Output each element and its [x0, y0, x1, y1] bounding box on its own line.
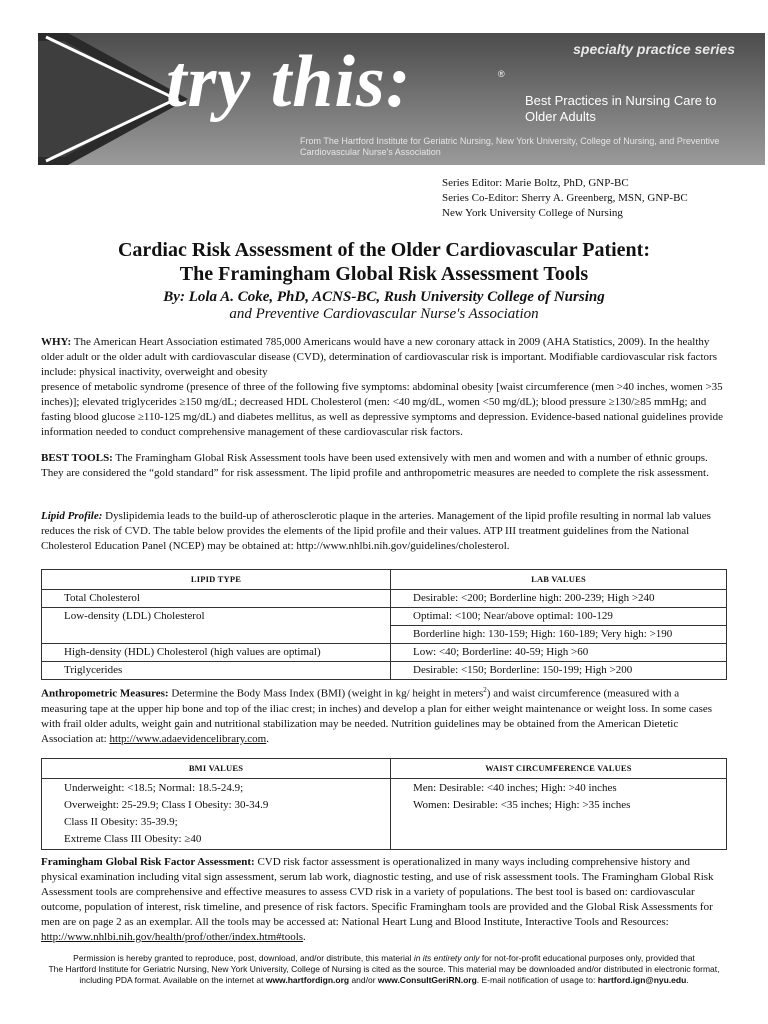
best-tools-heading: BEST TOOLS: [41, 452, 113, 464]
period: . [686, 975, 689, 985]
title-line-2: The Framingham Global Risk Assessment Tools [179, 263, 589, 285]
footer-text-b: The Hartford Institute for Geriatric Nursing, New York University, College of Nursing is cited as the source. This material may be downloaded and/or distributed in electronic format, [48, 964, 720, 974]
table-row [42, 608, 727, 644]
waist-value: Women: Desirable: <35 inches; High: >35 inches [413, 799, 631, 811]
table-row [42, 644, 727, 662]
lipid-type-cell: Low-density (LDL) Cholesterol [42, 608, 391, 644]
best-tools-text: The Framingham Global Risk Assessment tools have been used extensively with men and women and with a number of ethnic groups. They are considered the “gold standard” for risk assessment. The lipid profile and anthropometric measures are needed to complete the risk assessment. [41, 452, 709, 479]
footer-text-a: Permission is hereby granted to reproduce, post, download, and/or distribute, this material [73, 953, 414, 963]
why-text-2: presence of metabolic syndrome (presence of three of the following five symptoms: abdominal obesity [waist circumference (men >40 inches, women >35 inches)]; elevated triglycerides ≥150 mg/dL; decreased HDL Cholesterol (men: <40 mg/dL, women <50 mg/dL); blood pressure ≥130/≥85 mmHg; and fasting blood glucose ≥110-125 mg/dL) and diabetes mellitus, as well as depressive symptoms and depression. Evidence-based national guidelines provide information needed to conduct comprehensive management of these cardiovascular risk factors. [41, 381, 723, 438]
byline-author: By: Lola A. Coke, PhD, ACNS-BC, Rush University College of Nursing [163, 289, 605, 305]
byline [38, 289, 730, 323]
lab-value-cell: Low: <40; Borderline: 40-59; High >60 [391, 644, 727, 662]
series-editor: Series Editor: Marie Boltz, PhD, GNP-BC [442, 177, 629, 189]
anthropometric-text-b: ) and waist circumference (measured with a measuring tape at the upper hip bone and top of the iliac crest; in inches) and develop a plan for either weight maintenance or weight loss. In some cases with frail older adults, weight gain and nutritional stabilization may be needed. Nutrition guidelines may be obtained from the American Dietetic Association at: [41, 687, 713, 745]
lipid-profile-heading: Lipid Profile: [41, 510, 103, 522]
lab-value-cell: Desirable: <150; Borderline: 150-199; High >200 [391, 662, 727, 680]
lipid-type-cell: High-density (HDL) Cholesterol (high values are optimal) [42, 644, 391, 662]
period: . [266, 732, 269, 745]
framingham-text: CVD risk factor assessment is operationalized in many ways including comprehensive history and physical examination including vital sign assessment, serum lab work, diagnostic testing, and use of risk assessment tools. The Framingham Global Risk Assessment tools are comprehensive and effective measures to assess CVD risk in a variety of populations. The best tool is based on: cardiovascular outcome, population of interest, risk timeline, and presence of risk factors. Specific Framingham tools are provided and the Global Risk Assessments for men are on page 2 as an exemplar. All the tools may be accessed at: National Heart Lung and Blood Institute, Interactive Tools and Resources: [41, 856, 714, 928]
footer-text-a2: for not-for-profit educational purposes only, provided that [479, 953, 695, 963]
footer-italic: in its entirety only [413, 953, 480, 963]
waist-values-header: WAIST CIRCUMFERENCE VALUES [391, 759, 727, 779]
superscript: 2 [483, 686, 487, 694]
banner-tagline: Best Practices in Nursing Care to Older Adults [525, 93, 717, 124]
best-tools-section [41, 451, 727, 481]
editor-institution: New York University College of Nursing [442, 207, 623, 219]
lipid-profile-section [41, 509, 727, 554]
document-title [38, 238, 730, 286]
lab-value-cell [391, 608, 727, 644]
lab-value-line: Optimal: <100; Near/above optimal: 100-129 [413, 610, 613, 622]
bmi-value: Class II Obesity: 35-39.9; [64, 816, 178, 828]
lipid-profile-text: Dyslipidemia leads to the build-up of atherosclerotic plaque in the arteries. Management of the lipid profile resulting in normal lab values reduces the risk of CVD. The table below provides the elements of the lipid profile and their values. ATP III treatment guidelines from the National Cholesterol Education Panel (NCEP) may be obtained at: http://www.nhlbi.nih.gov/guidelines/cholesterol. [41, 510, 711, 552]
bmi-values-cell [42, 779, 391, 850]
why-heading: WHY: [41, 336, 72, 348]
lipid-type-cell: Total Cholesterol [42, 590, 391, 608]
why-text: The American Heart Association estimated 785,000 Americans would have a new coronary attack in 2009 (AHA Statistics, 2009). In the healthy older adult or the older adult with cardiovascular disease (CVD), determination of cardiovascular risk is important. Modifiable cardiovascular risk factors include: physical inactivity, overweight and obesity [41, 336, 717, 378]
title-line-1: Cardiac Risk Assessment of the Older Cardiovascular Patient: [117, 239, 650, 261]
bmi-value: Overweight: 25-29.9; Class I Obesity: 30-34.9 [64, 799, 269, 811]
why-section [41, 335, 727, 440]
consultgerirn-url-link[interactable]: www.ConsultGeriRN.org [377, 975, 477, 985]
bmi-value: Extreme Class III Obesity: ≥40 [64, 833, 202, 845]
ada-link[interactable]: http://www.adaevidencelibrary.com [109, 732, 267, 745]
lab-values-header: LAB VALUES [391, 570, 727, 590]
lipid-type-cell: Triglycerides [42, 662, 391, 680]
lab-value-cell: Desirable: <200; Borderline high: 200-239; High >240 [391, 590, 727, 608]
anthropometric-section [41, 683, 727, 747]
try-this-logo: try this: [166, 41, 412, 123]
table-row [42, 662, 727, 680]
banner-from: From The Hartford Institute for Geriatric Nursing, New York University, College of Nursing, and Preventive Cardiovascular Nurse's Association [300, 136, 720, 157]
series-co-editor: Series Co-Editor: Sherry A. Greenberg, MSN, GNP-BC [442, 192, 688, 204]
permission-footer [40, 953, 728, 986]
hartford-url-link[interactable]: www.hartfordign.org [265, 975, 350, 985]
table-row [42, 779, 727, 850]
period: . [303, 931, 306, 943]
bmi-value: Underweight: <18.5; Normal: 18.5-24.9; [64, 782, 244, 794]
series-label: specialty practice series [573, 41, 735, 57]
header-banner [38, 33, 765, 165]
anthropometric-text-a: Determine the Body Mass Index (BMI) (weight in kg/ height in meters [171, 687, 484, 700]
byline-affiliation: and Preventive Cardiovascular Nurse's Association [229, 306, 539, 322]
lipid-table [41, 569, 727, 680]
table-row [42, 590, 727, 608]
footer-text-c: including PDA format. Available on the internet at [79, 975, 266, 985]
waist-value: Men: Desirable: <40 inches; High: >40 inches [413, 782, 617, 794]
email-link[interactable]: hartford.ign@nyu.edu [597, 975, 687, 985]
lipid-type-header: LIPID TYPE [42, 570, 391, 590]
footer-email-label: . E-mail notification of usage to: [476, 975, 598, 985]
framingham-heading: Framingham Global Risk Factor Assessment: [41, 856, 255, 868]
registered-mark: ® [498, 69, 505, 79]
series-editors [442, 176, 688, 221]
anthropometric-heading: Anthropometric Measures: [41, 687, 169, 700]
footer-and-or: and/or [349, 975, 378, 985]
bmi-values-header: BMI VALUES [42, 759, 391, 779]
framingham-section [41, 855, 727, 945]
nhlbi-link[interactable]: http://www.nhlbi.nih.gov/health/prof/other/index.htm#tools [41, 931, 304, 943]
bmi-waist-table [41, 758, 727, 850]
lab-value-line: Borderline high: 130-159; High: 160-189; Very high: >190 [391, 625, 726, 643]
waist-values-cell [391, 779, 727, 850]
